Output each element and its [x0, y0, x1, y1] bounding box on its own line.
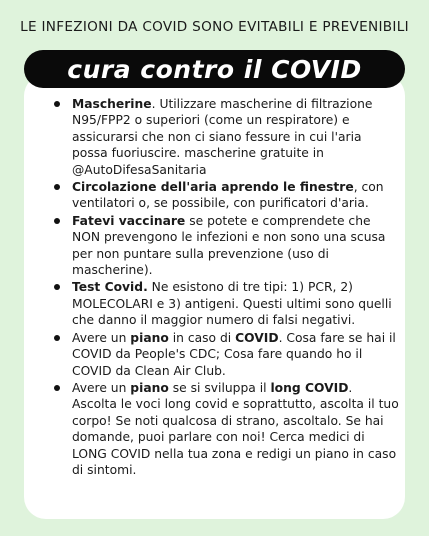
- item-text: . Ascolta le voci long covid e soprattutto, ascolta il tuo corpo! Se noti qualcosa di strano, ascoltalo. Se hai domande, puoi parlare con noi! Cerca medici di LONG COVID nella tua zona e redigi un piano in caso di sintomi.: [72, 380, 399, 477]
- item-bold: piano: [130, 330, 169, 345]
- list-item-vaccines: [34, 213, 399, 279]
- item-mid: in caso di: [168, 330, 236, 345]
- item-text: , con ventilatori o, se possibile, con purificatori d'aria.: [72, 180, 384, 211]
- item-pre: Avere un: [72, 380, 131, 395]
- list-item-long-covid-plan: [34, 380, 399, 478]
- item-pre: Avere un: [72, 330, 131, 345]
- item-text: se potete e comprendete che NON prevengono le infezioni e non sono una scusa per non puntare sulla prevenzione (uso di mascherine).: [72, 213, 386, 278]
- item-bold: Mascherine: [72, 97, 152, 111]
- item-mid: se si sviluppa il: [168, 380, 271, 395]
- banner-pill: [24, 50, 405, 88]
- item-bold: Circolazione dell'aria aprendo le finestre: [72, 180, 354, 195]
- item-bold-2: long COVID: [270, 380, 349, 395]
- item-bold-2: COVID: [235, 330, 279, 345]
- poster-title: LE INFEZIONI DA COVID SONO EVITABILI E PREVENIBILI: [20, 19, 409, 35]
- list-item-masks: [34, 96, 399, 178]
- banner-label: cura contro il COVID: [67, 54, 362, 84]
- item-text: . Cosa fare se hai il COVID da People's CDC; Cosa fare quando ho il COVID da Clean Air Club.: [72, 330, 396, 378]
- item-text: . Utilizzare mascherine di filtrazione N95/FPP2 o superiori (come un respiratore) e assicurarsi che non ci siano fessure in cui l'aria possa fuoriuscire. mascherine gratuite in @AutoDifesaSanitaria: [72, 97, 373, 177]
- list-item-ventilation: [34, 179, 399, 212]
- list-item-covid-plan: [34, 330, 399, 379]
- list-item-tests: [34, 279, 399, 328]
- item-bold: Fatevi vaccinare: [72, 213, 186, 228]
- tips-list: [34, 96, 399, 479]
- item-text: Ne esistono di tre tipi: 1) PCR, 2) MOLECOLARI e 3) antigeni. Questi ultimi sono quelli che danno il maggior numero di falsi negativi.: [72, 280, 392, 328]
- item-bold: piano: [130, 380, 169, 395]
- item-bold: Test Covid.: [72, 280, 148, 295]
